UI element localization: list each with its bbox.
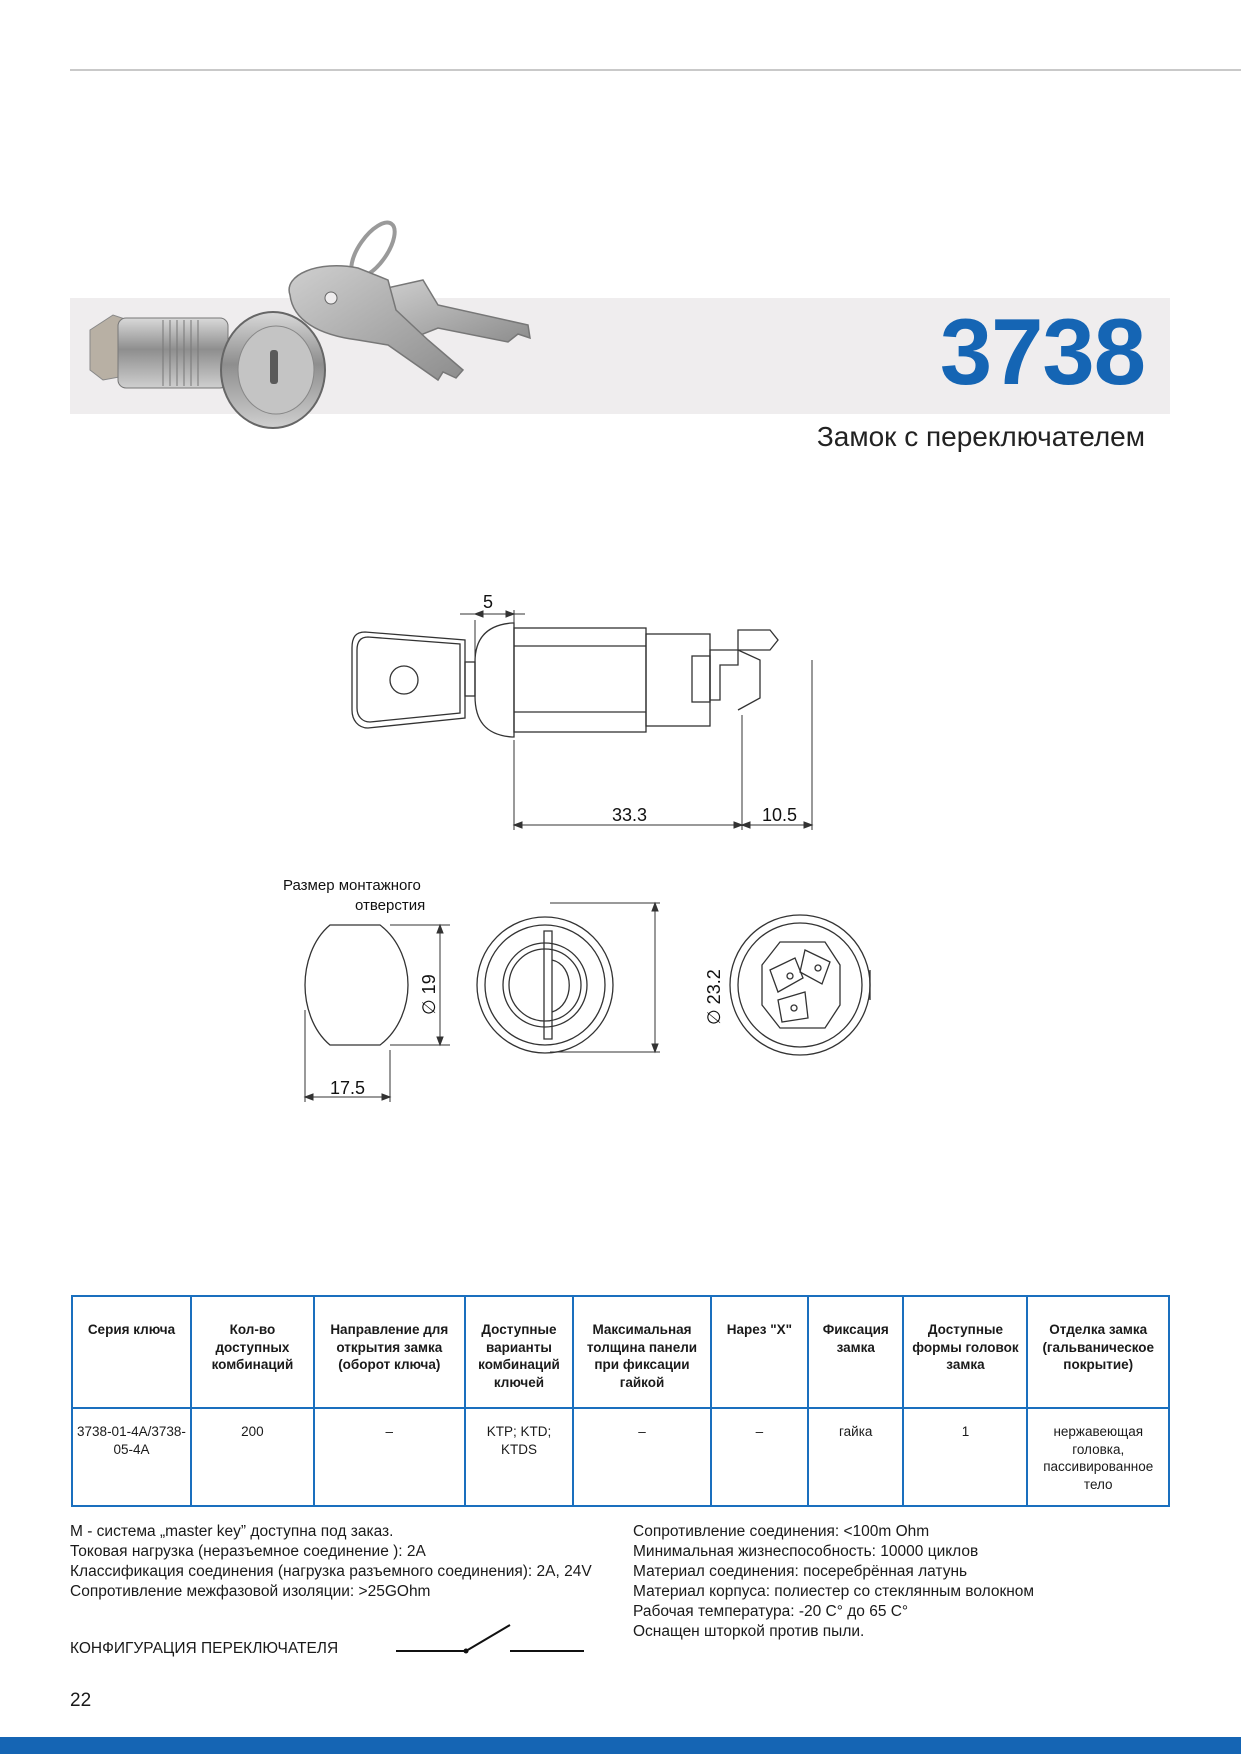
terminal — [710, 630, 778, 700]
col-fixing: Фиксация замка — [808, 1296, 903, 1408]
dim-front-diameter-label: ∅ 23.2 — [704, 969, 724, 1025]
key-hole-drawing — [390, 666, 418, 694]
spec-table — [71, 1295, 1170, 1507]
dim-terminal-label: 10.5 — [762, 805, 798, 825]
hole-caption-line1: Размер монтажного — [283, 877, 421, 894]
switch-config-label: КОНФИГУРАЦИЯ ПЕРЕКЛЮЧАТЕЛЯ — [70, 1640, 339, 1657]
note-insulation-resistance: Сопротивление межфазовой изоляции: >25GOhm — [70, 1583, 431, 1600]
bottom-bar — [0, 1737, 1241, 1754]
cell-finish: нержавеющая головка, пассивированное тело — [1027, 1408, 1169, 1506]
hole-caption-line2: отверстия — [355, 897, 426, 914]
cell-fixing: гайка — [808, 1408, 903, 1506]
cell-key-variants: KTP; KTD; KTDS — [465, 1408, 574, 1506]
cell-key-series: 3738-01-4A/3738-05-4A — [72, 1408, 191, 1506]
note-lifetime: Минимальная жизнеспособность: 10000 циклов — [633, 1543, 979, 1560]
spec-table-header-row — [72, 1296, 1169, 1408]
top-rule — [70, 69, 1241, 71]
note-connection-class: Классификация соединения (нагрузка разъемного соединения): 2A, 24V — [70, 1563, 592, 1580]
cell-combinations: 200 — [191, 1408, 314, 1506]
notes-right — [633, 1522, 1153, 1642]
col-key-variants: Доступные варианты комбинаций ключей — [465, 1296, 574, 1408]
product-photo — [78, 220, 538, 460]
side-dimensions — [460, 610, 812, 830]
keyway — [270, 350, 278, 384]
key-shank — [465, 662, 475, 696]
product-title: Замок с переключателем — [816, 421, 1145, 452]
cell-head-shapes: 1 — [903, 1408, 1027, 1506]
note-master-key: M - система „master key” доступна под заказ. — [70, 1523, 394, 1540]
lock-rear-body — [646, 634, 710, 726]
cell-opening-direction: – — [314, 1408, 465, 1506]
note-contact-resistance: Сопротивление соединения: <100m Ohm — [633, 1523, 930, 1540]
dim-hole-diameter-label: ∅ 19 — [419, 974, 439, 1015]
rear-view — [730, 915, 870, 1055]
product-number: 3738 — [939, 299, 1145, 404]
col-combinations: Кол-во доступных комбинаций — [191, 1296, 314, 1408]
cell-max-panel-thickness: – — [573, 1408, 710, 1506]
key-hole — [325, 292, 337, 304]
col-max-panel-thickness: Максимальная толщина панели при фиксации гайкой — [573, 1296, 710, 1408]
note-dust-shutter: Оснащен шторкой против пыли. — [633, 1623, 865, 1640]
col-key-series: Серия ключа — [72, 1296, 191, 1408]
dim-body-label: 33.3 — [612, 805, 648, 825]
side-view — [352, 623, 778, 737]
technical-drawing — [283, 592, 960, 1140]
front-view — [477, 917, 613, 1053]
lock-flange — [475, 623, 514, 737]
col-finish: Отделка замка (гальваническое покрытие) — [1027, 1296, 1169, 1408]
lock-body — [118, 318, 228, 388]
note-contact-material: Материал соединения: посеребрённая латунь — [633, 1563, 968, 1580]
mounting-hole — [305, 925, 408, 1045]
note-current-load: Токовая нагрузка (неразъемное соединение ): 2A — [70, 1543, 426, 1560]
notes-left — [70, 1522, 610, 1602]
key-outline-inner — [357, 637, 460, 722]
note-operating-temperature: Рабочая температура: -20 C° до 65 C° — [633, 1603, 909, 1620]
table-row — [72, 1408, 1169, 1506]
dim-top-label: 5 — [483, 592, 494, 612]
lock-cylinder — [514, 628, 646, 732]
note-body-material: Материал корпуса: полиестер со стеклянным волокном — [633, 1583, 1035, 1600]
page-number: 22 — [70, 1690, 92, 1711]
switch-symbol-icon — [392, 1620, 592, 1670]
col-head-shapes: Доступные формы головок замка — [903, 1296, 1027, 1408]
dim-hole-width-label: 17.5 — [330, 1078, 366, 1098]
cell-cut-x: – — [711, 1408, 808, 1506]
col-opening-direction: Направление для открытия замка (оборот ключа) — [314, 1296, 465, 1408]
col-cut-x: Нарез "X" — [711, 1296, 808, 1408]
